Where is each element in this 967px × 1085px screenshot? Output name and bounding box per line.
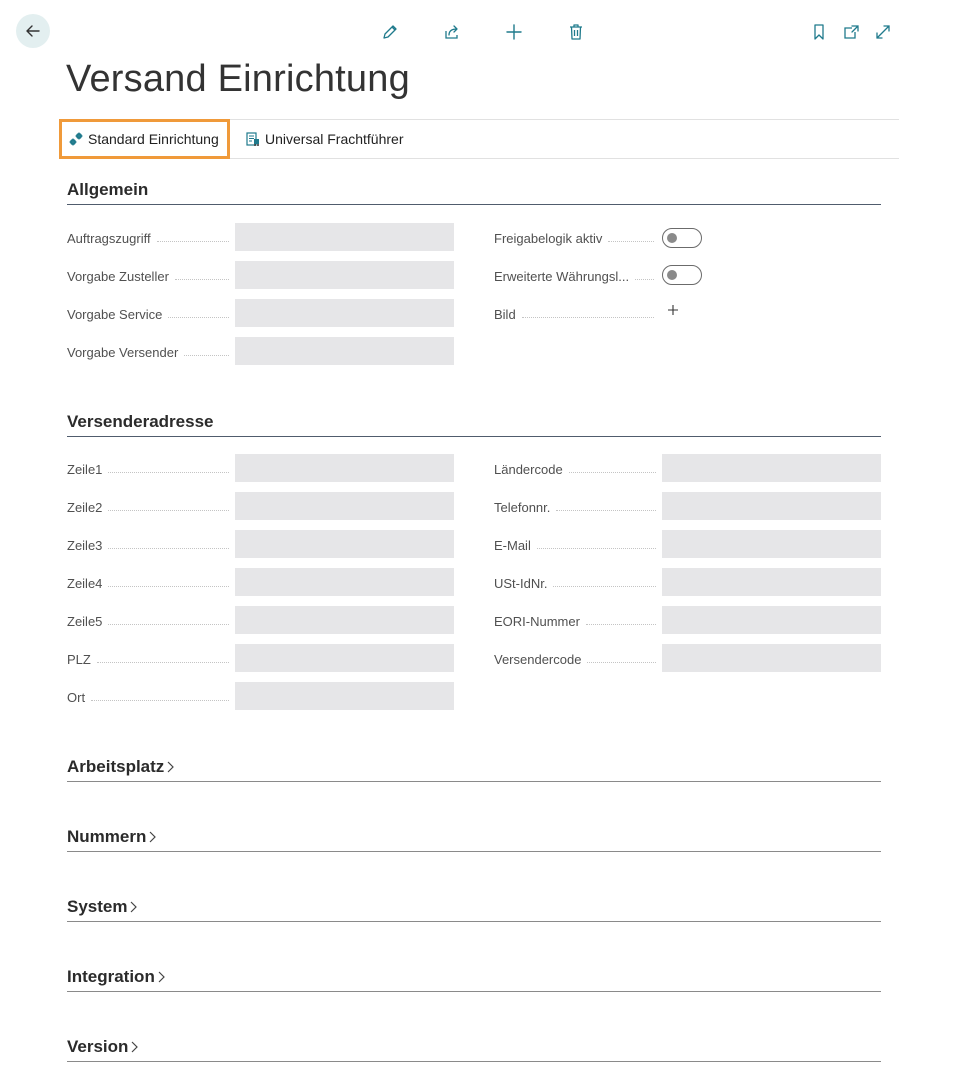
carrier-icon [245, 131, 261, 147]
section-nummern-header[interactable] [67, 827, 881, 852]
expand-icon [874, 23, 892, 41]
back-arrow-icon [24, 22, 42, 40]
expand-button[interactable] [871, 20, 895, 44]
action-bar [59, 119, 899, 159]
section-versenderadresse-header[interactable] [67, 412, 881, 437]
chevron-right-icon [157, 970, 167, 984]
bookmark-button[interactable] [807, 20, 831, 44]
telefonnr-input[interactable] [662, 492, 881, 520]
auftragszugriff-input[interactable] [235, 223, 454, 251]
freigabelogik-aktiv-toggle[interactable] [662, 228, 702, 248]
field-label-zeile4: Zeile4 [67, 569, 235, 597]
plus-icon [667, 304, 679, 316]
open-new-window-icon [842, 23, 860, 41]
zeile4-input[interactable] [235, 568, 454, 596]
section-title: Integration [67, 967, 155, 986]
pencil-icon [381, 23, 399, 41]
field-label-bild: Bild [494, 300, 660, 328]
field-label-auftragszugriff: Auftragszugriff [67, 224, 235, 252]
page-title: Versand Einrichtung [66, 58, 410, 100]
section-system-header[interactable] [67, 897, 881, 922]
vorgabe-zusteller-input[interactable] [235, 261, 454, 289]
versendercode-input[interactable] [662, 644, 881, 672]
field-label-vorgabe-service: Vorgabe Service [67, 300, 235, 328]
vorgabe-service-input[interactable] [235, 299, 454, 327]
trash-icon [567, 23, 585, 41]
universal-carrier-action[interactable] [245, 120, 404, 158]
vorgabe-versender-input[interactable] [235, 337, 454, 365]
plz-input[interactable] [235, 644, 454, 672]
setup-gear-icon [68, 131, 84, 147]
erweiterte-waehrungslogik-toggle[interactable] [662, 265, 702, 285]
section-title: System [67, 897, 128, 916]
universal-carrier-label: Universal Frachtführer [265, 131, 404, 147]
section-title: Versenderadresse [67, 412, 214, 431]
open-new-window-button[interactable] [839, 20, 863, 44]
section-title: Allgemein [67, 180, 149, 199]
standard-setup-action[interactable] [59, 119, 230, 159]
bookmark-icon [810, 23, 828, 41]
section-arbeitsplatz-header[interactable] [67, 757, 881, 782]
add-image-button[interactable] [665, 302, 681, 318]
field-label-versendercode: Versendercode [494, 645, 662, 673]
zeile3-input[interactable] [235, 530, 454, 558]
e-mail-input[interactable] [662, 530, 881, 558]
zeile1-input[interactable] [235, 454, 454, 482]
chevron-right-icon [130, 1040, 140, 1054]
section-title: Arbeitsplatz [67, 757, 165, 776]
field-label-vorgabe-zusteller: Vorgabe Zusteller [67, 262, 235, 290]
share-icon [443, 23, 461, 41]
field-label-vorgabe-versender: Vorgabe Versender [67, 338, 235, 366]
back-button[interactable] [16, 14, 50, 48]
field-label-telefonnr: Telefonnr. [494, 493, 662, 521]
section-allgemein-header[interactable] [67, 180, 881, 205]
eori-nummer-input[interactable] [662, 606, 881, 634]
chevron-right-icon [148, 830, 158, 844]
field-label-zeile3: Zeile3 [67, 531, 235, 559]
field-label-e-mail: E-Mail [494, 531, 662, 559]
new-button[interactable] [502, 20, 526, 44]
ort-input[interactable] [235, 682, 454, 710]
share-button[interactable] [440, 20, 464, 44]
section-integration-header[interactable] [67, 967, 881, 992]
chevron-right-icon [166, 760, 176, 774]
field-label-ort: Ort [67, 683, 235, 711]
field-label-freigabelogik-aktiv: Freigabelogik aktiv [494, 224, 660, 252]
section-title: Version [67, 1037, 129, 1056]
field-label-ust-idnr: USt-IdNr. [494, 569, 662, 597]
laendercode-input[interactable] [662, 454, 881, 482]
field-label-zeile1: Zeile1 [67, 455, 235, 483]
section-title: Nummern [67, 827, 147, 846]
plus-icon [505, 23, 523, 41]
delete-button[interactable] [564, 20, 588, 44]
field-label-plz: PLZ [67, 645, 235, 673]
field-label-erweiterte-waehrungslogik: Erweiterte Währungsl... [494, 262, 660, 290]
zeile2-input[interactable] [235, 492, 454, 520]
field-label-zeile5: Zeile5 [67, 607, 235, 635]
field-label-zeile2: Zeile2 [67, 493, 235, 521]
field-label-laendercode: Ländercode [494, 455, 662, 483]
zeile5-input[interactable] [235, 606, 454, 634]
chevron-right-icon [129, 900, 139, 914]
section-version-header[interactable] [67, 1037, 881, 1062]
standard-setup-label: Standard Einrichtung [88, 131, 219, 147]
field-label-eori-nummer: EORI-Nummer [494, 607, 662, 635]
edit-button[interactable] [378, 20, 402, 44]
ust-idnr-input[interactable] [662, 568, 881, 596]
